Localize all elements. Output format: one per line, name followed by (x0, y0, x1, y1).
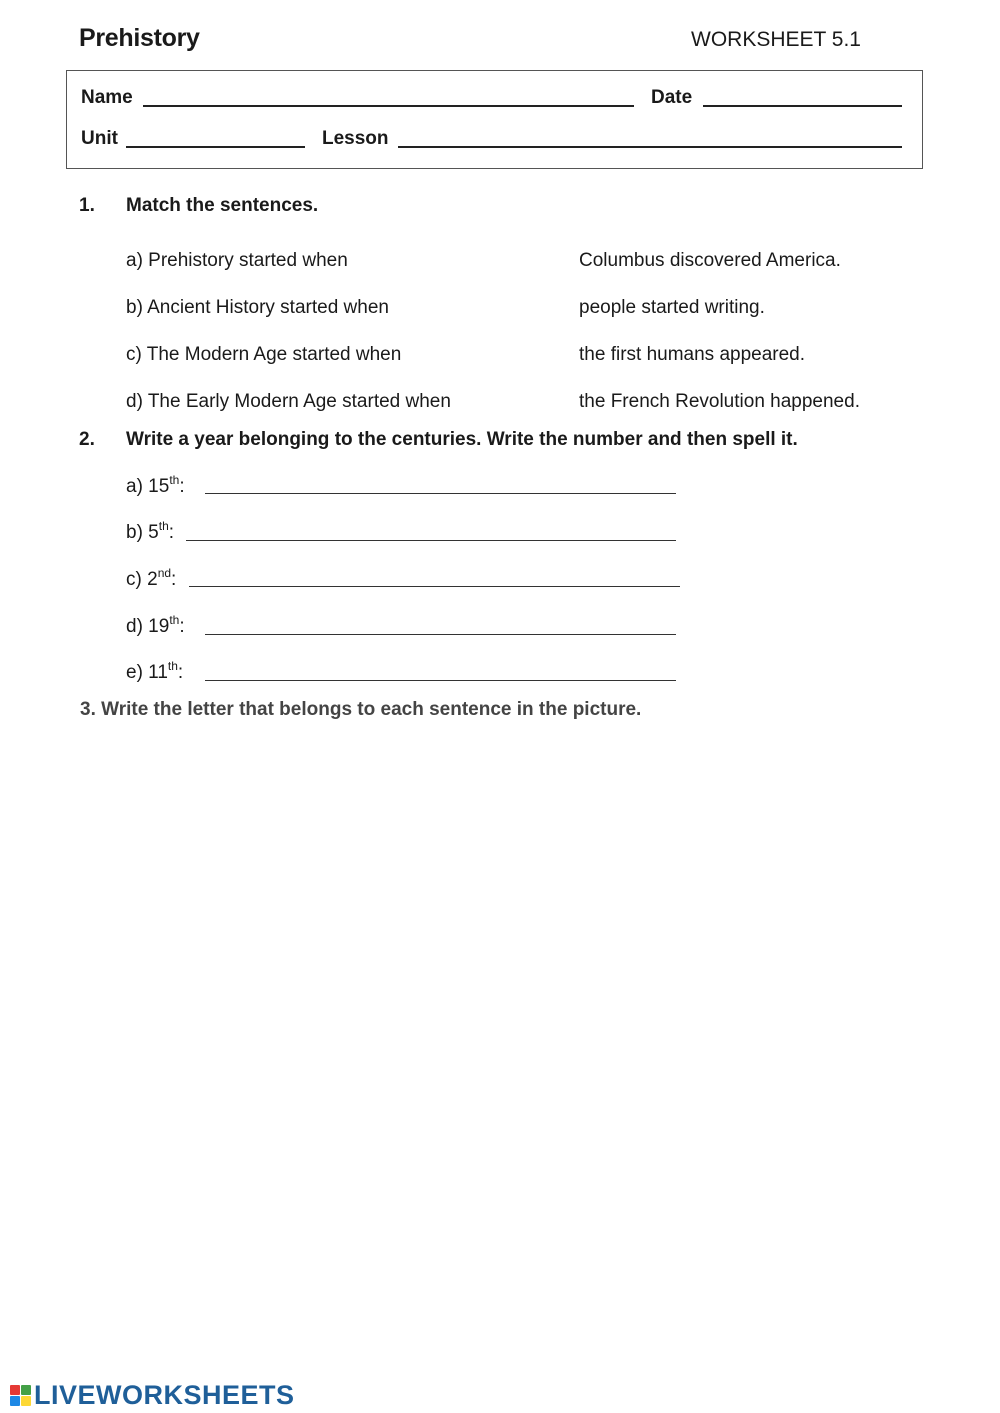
q2-number: 2. (79, 429, 95, 450)
q2-answer-line[interactable] (205, 634, 676, 635)
q2-answer-line[interactable] (205, 680, 676, 681)
q1-right-item[interactable]: the French Revolution happened. (579, 391, 860, 412)
logo-square (10, 1385, 20, 1395)
q2-answer-line[interactable] (205, 493, 676, 494)
q2-answer-line[interactable] (186, 540, 676, 541)
logo-square (21, 1385, 31, 1395)
q1-number: 1. (79, 195, 95, 216)
q1-right-item[interactable]: people started writing. (579, 297, 765, 318)
q3-cut-off-text: 3. Write the letter that belongs to each sentence in the picture. (80, 699, 642, 720)
q2-instruction: Write a year belonging to the centuries. Write the number and then spell it. (126, 429, 798, 450)
logo-square (10, 1396, 20, 1406)
date-label: Date (651, 87, 693, 108)
worksheet-title: Prehistory (79, 24, 200, 52)
student-info-box (66, 70, 923, 169)
unit-field[interactable] (126, 146, 305, 148)
logo-square (21, 1396, 31, 1406)
liveworksheets-logo (10, 1380, 295, 1411)
q1-left-item[interactable]: c) The Modern Age started when (126, 344, 402, 365)
q1-left-item[interactable]: a) Prehistory started when (126, 250, 348, 271)
q1-left-item[interactable]: b) Ancient History started when (126, 297, 389, 318)
q2-item-label: b) 5th: (126, 518, 175, 543)
q1-instruction: Match the sentences. (126, 195, 319, 216)
q2-item-label: d) 19th: (126, 612, 185, 637)
q2-item-label: c) 2nd: (126, 565, 177, 590)
unit-label: Unit (81, 128, 118, 149)
q2-item-label: e) 11th: (126, 658, 184, 683)
date-field[interactable] (703, 105, 902, 107)
q2-answer-line[interactable] (189, 586, 680, 587)
q1-right-item[interactable]: the first humans appeared. (579, 344, 806, 365)
q2-item-label: a) 15th: (126, 472, 185, 497)
lesson-label: Lesson (322, 128, 389, 149)
logo-text: LIVEWORKSHEETS (34, 1380, 295, 1410)
lesson-field[interactable] (398, 146, 902, 148)
q1-right-item[interactable]: Columbus discovered America. (579, 250, 841, 271)
logo-squares-icon (10, 1385, 31, 1406)
name-label: Name (81, 87, 133, 108)
worksheet-number: WORKSHEET 5.1 (691, 28, 861, 51)
q1-left-item[interactable]: d) The Early Modern Age started when (126, 391, 451, 412)
name-field[interactable] (143, 105, 634, 107)
